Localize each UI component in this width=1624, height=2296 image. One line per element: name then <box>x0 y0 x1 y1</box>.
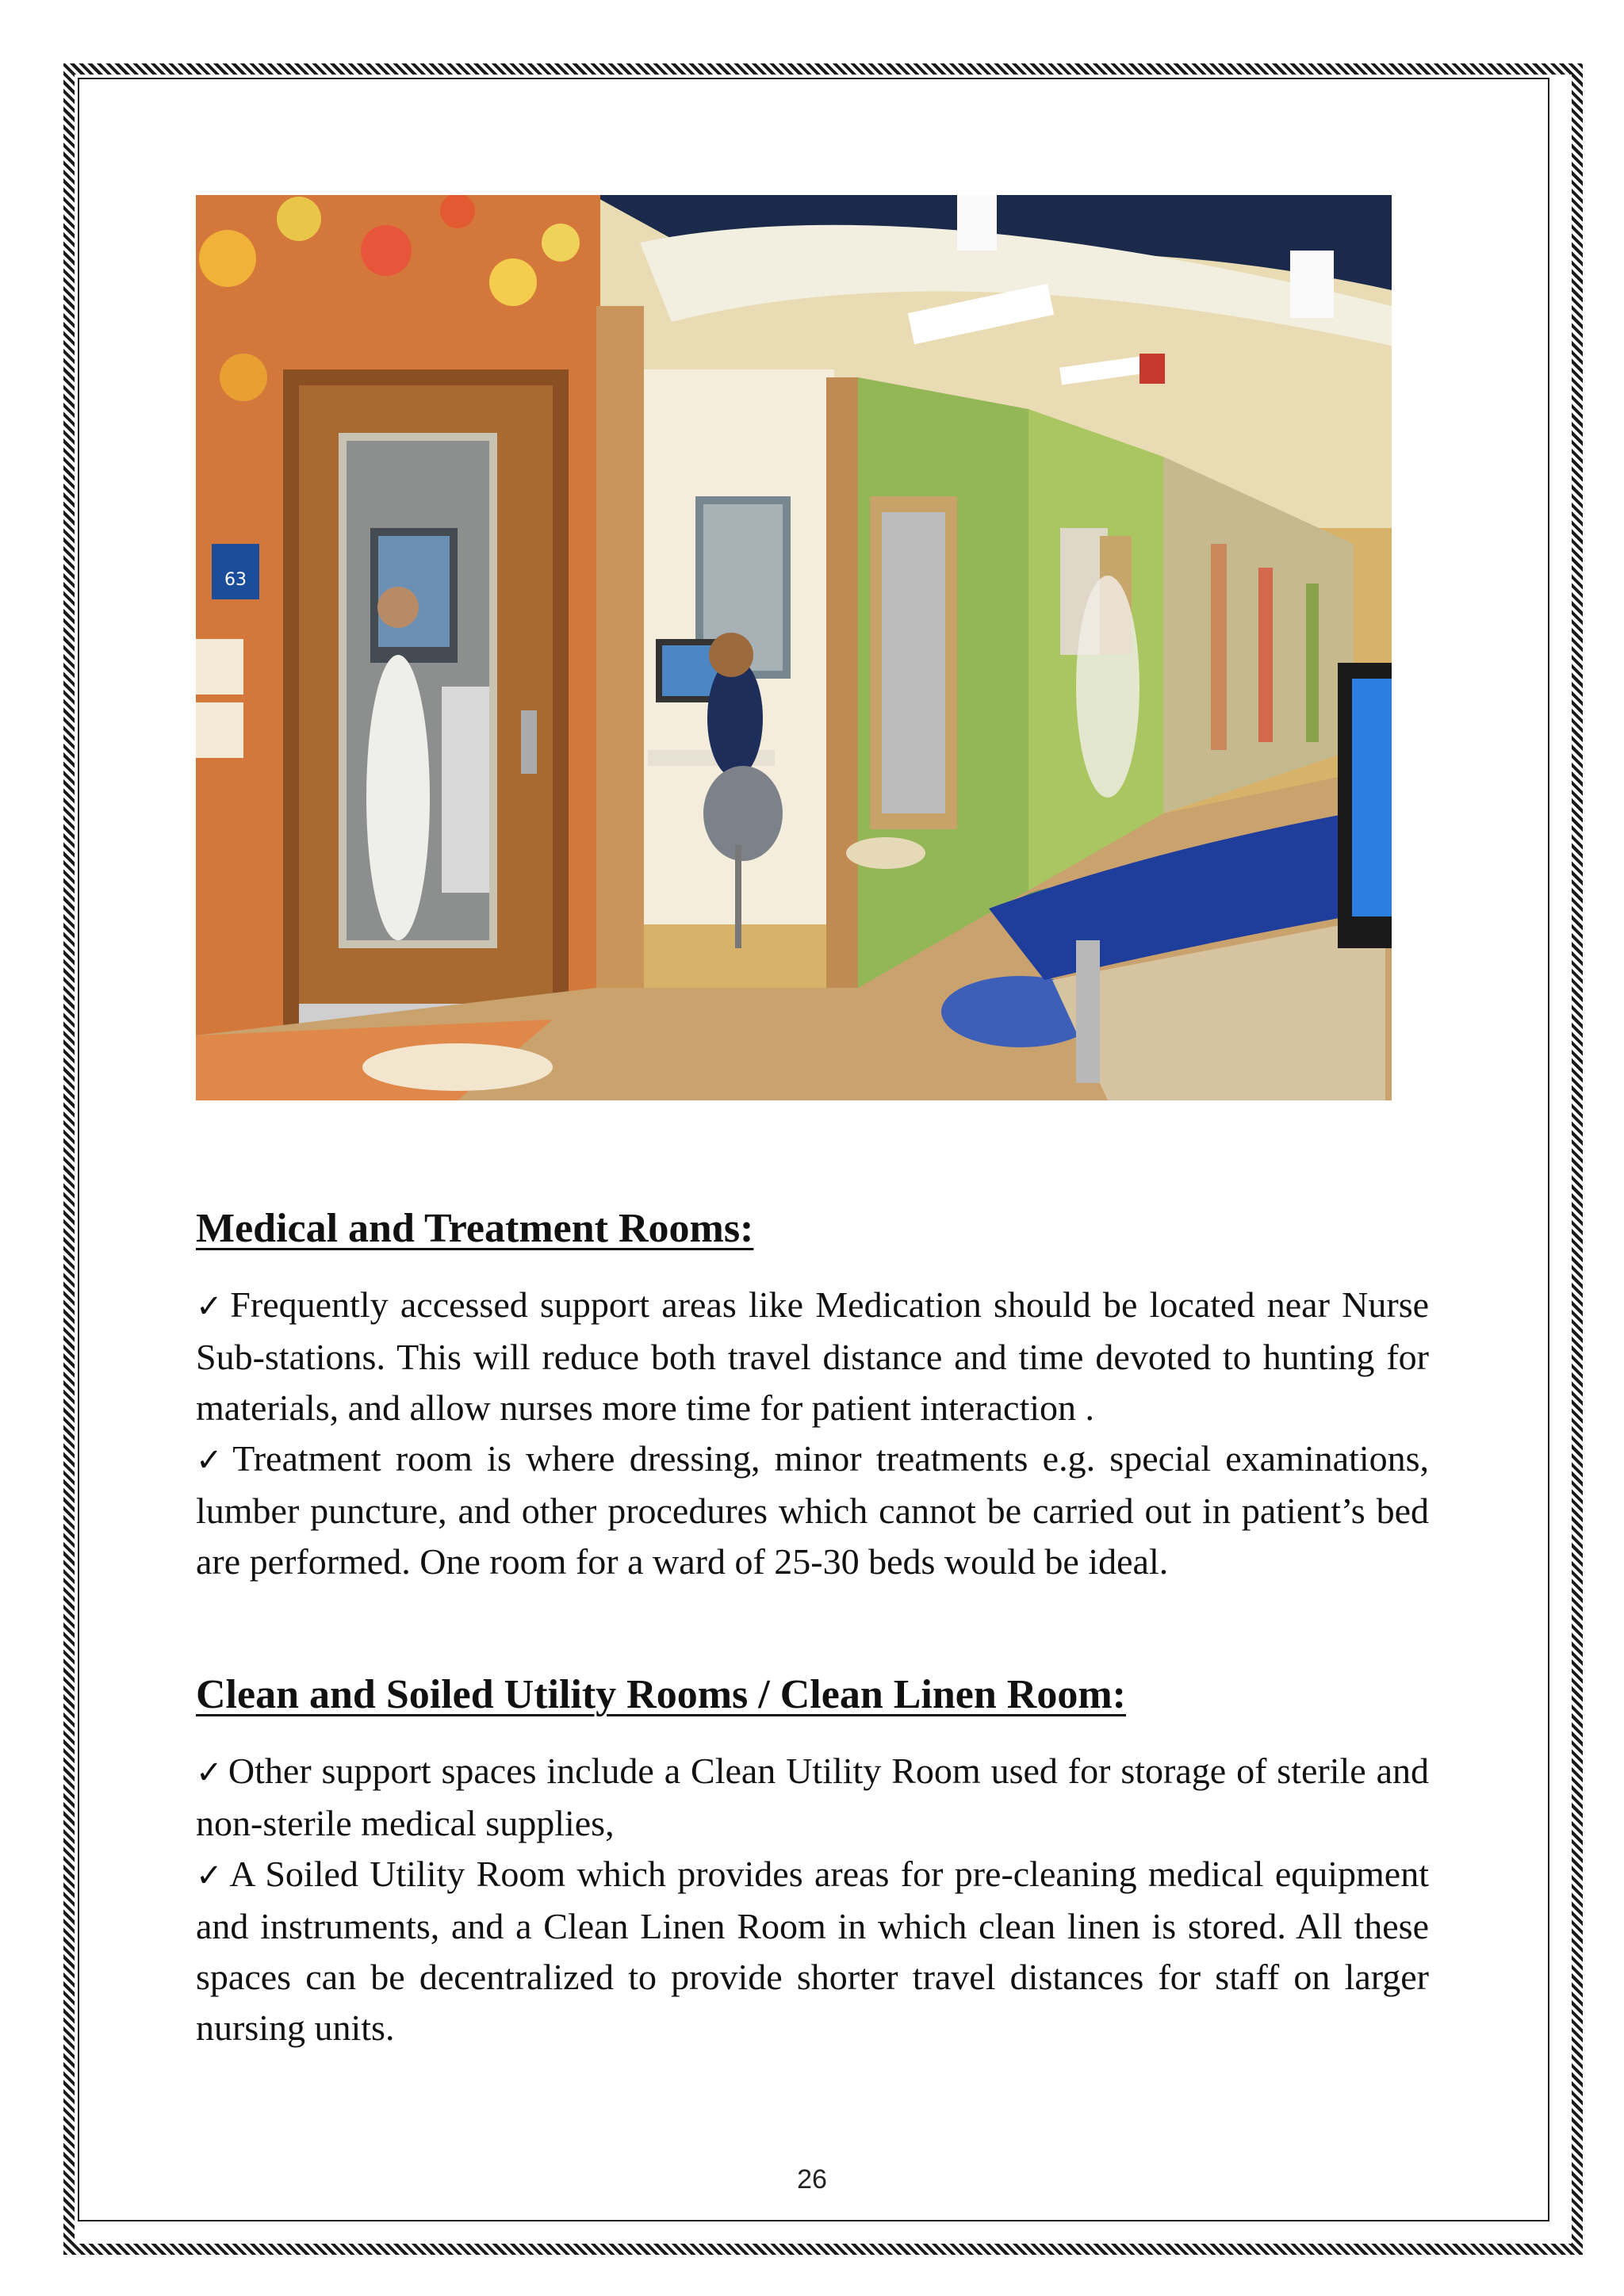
section-body <box>196 1280 1429 1587</box>
section-body <box>196 1746 1429 2053</box>
bullet-paragraph: ✓ Other support spaces include a Clean Utility Room used for storage of sterile and non-sterile medical supplies, <box>196 1751 1429 1843</box>
section-heading: Medical and Treatment Rooms: <box>196 1206 754 1251</box>
hospital-corridor-photo <box>196 195 1392 1100</box>
corridor-illustration <box>196 195 1392 1100</box>
checkmark-icon: ✓ <box>196 1442 228 1479</box>
bullet-paragraph: ✓ Treatment room is where dressing, minor treatments e.g. special examinations, lumber puncture, and other procedures which cannot be carried out in patient’s bed are performed. One room for a ward of 25-30 beds would be ideal. <box>196 1438 1429 1582</box>
page-number: 26 <box>797 2164 827 2195</box>
checkmark-icon: ✓ <box>196 1288 226 1325</box>
bullet-paragraph: ✓ Frequently accessed support areas like Medication should be located near Nurse Sub-stations. This will reduce both travel distance and time devoted to hunting for materials, and allow nurses more time for patient interaction . <box>196 1284 1430 1428</box>
section-utility-rooms <box>196 1671 1429 1718</box>
section-medical-treatment <box>196 1205 1429 1252</box>
checkmark-icon: ✓ <box>196 1858 225 1894</box>
bullet-paragraph: ✓ A Soiled Utility Room which provides areas for pre-cleaning medical equipment and instruments, and a Clean Linen Room in which clean linen is stored. All these spaces can be decentralized to provide shorter travel distances for staff on larger nursing units. <box>196 1854 1429 2048</box>
checkmark-icon: ✓ <box>196 1755 224 1791</box>
section-heading: Clean and Soiled Utility Rooms / Clean Linen Room: <box>196 1672 1126 1717</box>
room-sign: 63 <box>224 570 247 590</box>
